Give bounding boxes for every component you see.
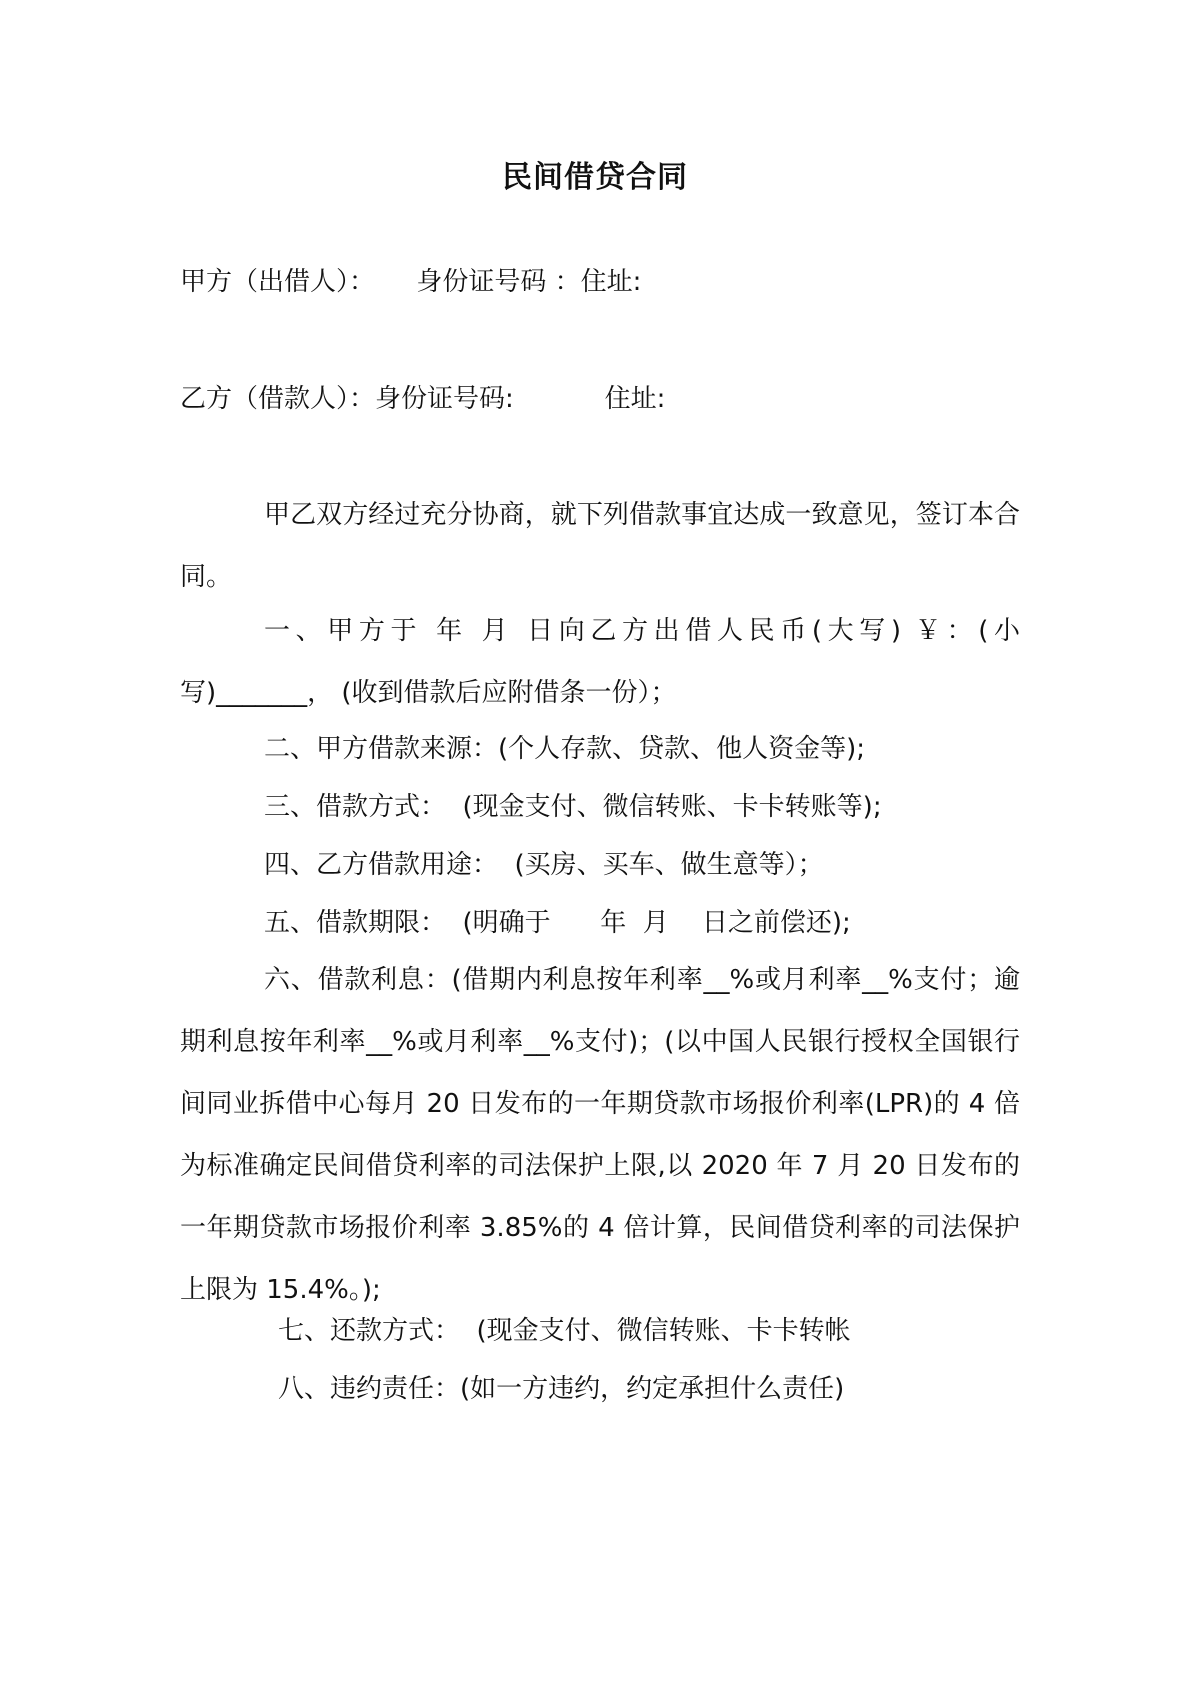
clause-4-line: 四、乙方借款用途： (买房、买车、做生意等）； [264,850,824,880]
clause-7-line: 七、还款方式： (现金支付、微信转账、卡卡转帐 [278,1316,851,1346]
party-b-line: 乙方（借款人）：身份证号码: 住址: [180,384,666,414]
party-a-line: 甲方（出借人）： 身份证号码 ：住址: [180,267,642,297]
clause-2-line: 二、甲方借款来源：(个人存款、贷款、他人资金等); [264,734,866,764]
preamble-paragraph: 甲乙双方经过充分协商，就下列借款事宜达成一致意见，签订本合同。 [180,500,1020,592]
document-title: 民间借贷合同 [502,160,688,195]
clause-5-line: 五、借款期限： (明确于 年 月 日之前偿还); [264,908,851,938]
clause-1-paragraph: 一、甲方于 年 月 日向乙方出借人民币(大写) ￥：(小写)_______， (收到借款后应附借条一份）； [180,616,1020,708]
clause-3-line: 三、借款方式： (现金支付、微信转账、卡卡转账等); [264,792,882,822]
clause-6-paragraph: 六、借款利息：(借期内利息按年利率__%或月利率__%支付；逾期利息按年利率__%或月利率__%支付)；(以中国人民银行授权全国银行间同业拆借中心每月 20 日发布的一年期贷款市场报价利率(LPR)的 4 倍为标准确定民间借贷利率的司法保护上限,以 2020 年 7 月 20 日发布的一年期贷款市场报价利率 3.85%的 4 倍计算，民间借贷利率的司法保护上限为 15.4%。); [180,965,1020,1305]
clause-8-line: 八、违约责任：(如一方违约，约定承担什么责任) [278,1374,845,1404]
